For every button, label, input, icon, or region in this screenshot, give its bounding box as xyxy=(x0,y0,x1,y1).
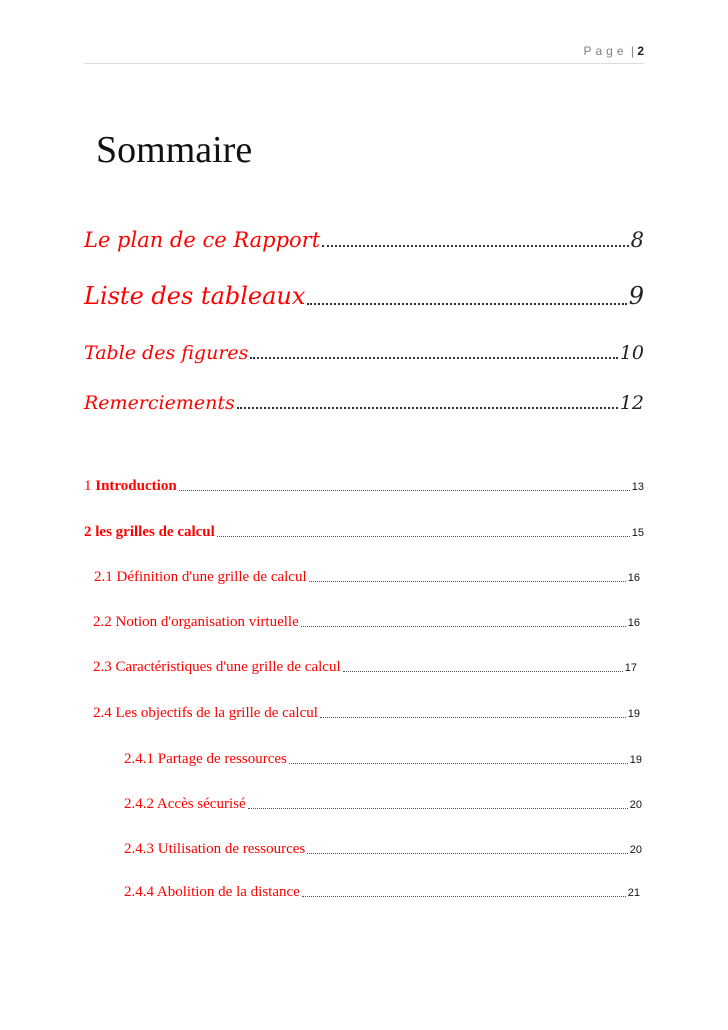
toc-section-page: 19 xyxy=(627,708,640,720)
toc-section-page: 16 xyxy=(627,572,640,584)
toc-entry-page: 10 xyxy=(619,342,644,364)
toc-section-label: 2.3 Caractéristiques d'une grille de calcul xyxy=(93,659,341,675)
toc-section-label: 2.4.1 Partage de ressources xyxy=(124,751,287,767)
toc-section-number: 1 xyxy=(84,478,92,494)
toc-section-page: 21 xyxy=(627,887,640,899)
page-label: Page xyxy=(583,44,628,58)
toc-section-page: 13 xyxy=(631,481,644,493)
toc-entry-label: Table des figures xyxy=(84,342,249,364)
toc-entry-label: Le plan de ce Rapport xyxy=(84,228,321,252)
page-number: 2 xyxy=(637,44,644,58)
toc-section-2-4-3[interactable] xyxy=(124,841,642,858)
dot-leader xyxy=(301,626,626,627)
toc-section-2-4-4[interactable] xyxy=(124,884,640,901)
dot-leader xyxy=(248,808,628,809)
toc-entry-label: Liste des tableaux xyxy=(84,282,306,310)
header-divider xyxy=(84,63,644,64)
toc-section-page: 17 xyxy=(624,662,637,674)
toc-section-2-4[interactable] xyxy=(93,705,640,722)
toc-section-page: 20 xyxy=(629,799,642,811)
dot-leader xyxy=(343,671,623,672)
toc-section-page: 19 xyxy=(629,754,642,766)
toc-section-label: 2.4.2 Accès sécurisé xyxy=(124,796,246,812)
page-indicator xyxy=(583,44,644,58)
toc-section-label: 2.4.3 Utilisation de ressources xyxy=(124,841,306,857)
toc-section-label: 2.2 Notion d'organisation virtuelle xyxy=(93,614,299,630)
dot-leader xyxy=(307,853,628,854)
dot-leader xyxy=(289,763,628,764)
toc-section-label: 2.4 Les objectifs de la grille de calcul xyxy=(93,705,318,721)
toc-entry-label: Remerciements xyxy=(84,392,235,414)
page-header xyxy=(84,44,644,62)
toc-section-page: 16 xyxy=(627,617,640,629)
dot-leader xyxy=(179,490,630,491)
page-title: Sommaire xyxy=(96,129,253,171)
toc-section-page: 15 xyxy=(631,527,644,539)
dot-leader xyxy=(307,303,626,305)
toc-entry-page: 9 xyxy=(628,282,644,310)
toc-entry-remerciements[interactable] xyxy=(84,392,644,414)
toc-section-label: 2.4.4 Abolition de la distance xyxy=(124,884,300,900)
dot-leader xyxy=(320,717,626,718)
page-separator: | xyxy=(630,44,634,58)
toc-section-2-3[interactable] xyxy=(93,659,637,676)
toc-section-1[interactable] xyxy=(84,478,644,495)
toc-entry-tableaux[interactable] xyxy=(84,282,644,310)
toc-section-2[interactable] xyxy=(84,524,644,541)
dot-leader xyxy=(250,357,617,359)
dot-leader xyxy=(322,245,628,247)
toc-section-label xyxy=(84,478,177,495)
dot-leader xyxy=(237,407,618,409)
toc-entry-page: 8 xyxy=(630,228,644,252)
toc-section-page: 20 xyxy=(629,844,642,856)
dot-leader xyxy=(309,581,626,582)
toc-section-2-4-1[interactable] xyxy=(124,751,642,768)
toc-section-label: 2 les grilles de calcul xyxy=(84,524,215,540)
toc-section-label: 2.1 Définition d'une grille de calcul xyxy=(94,569,307,585)
dot-leader xyxy=(302,896,626,897)
toc-section-2-4-2[interactable] xyxy=(124,796,642,813)
toc-entry-page: 12 xyxy=(619,392,644,414)
toc-section-2-1[interactable] xyxy=(94,569,640,586)
dot-leader xyxy=(217,536,630,537)
toc-section-2-2[interactable] xyxy=(93,614,640,631)
toc-section-title: Introduction xyxy=(95,478,177,494)
toc-entry-figures[interactable] xyxy=(84,342,644,364)
toc-entry-plan[interactable] xyxy=(84,228,644,252)
